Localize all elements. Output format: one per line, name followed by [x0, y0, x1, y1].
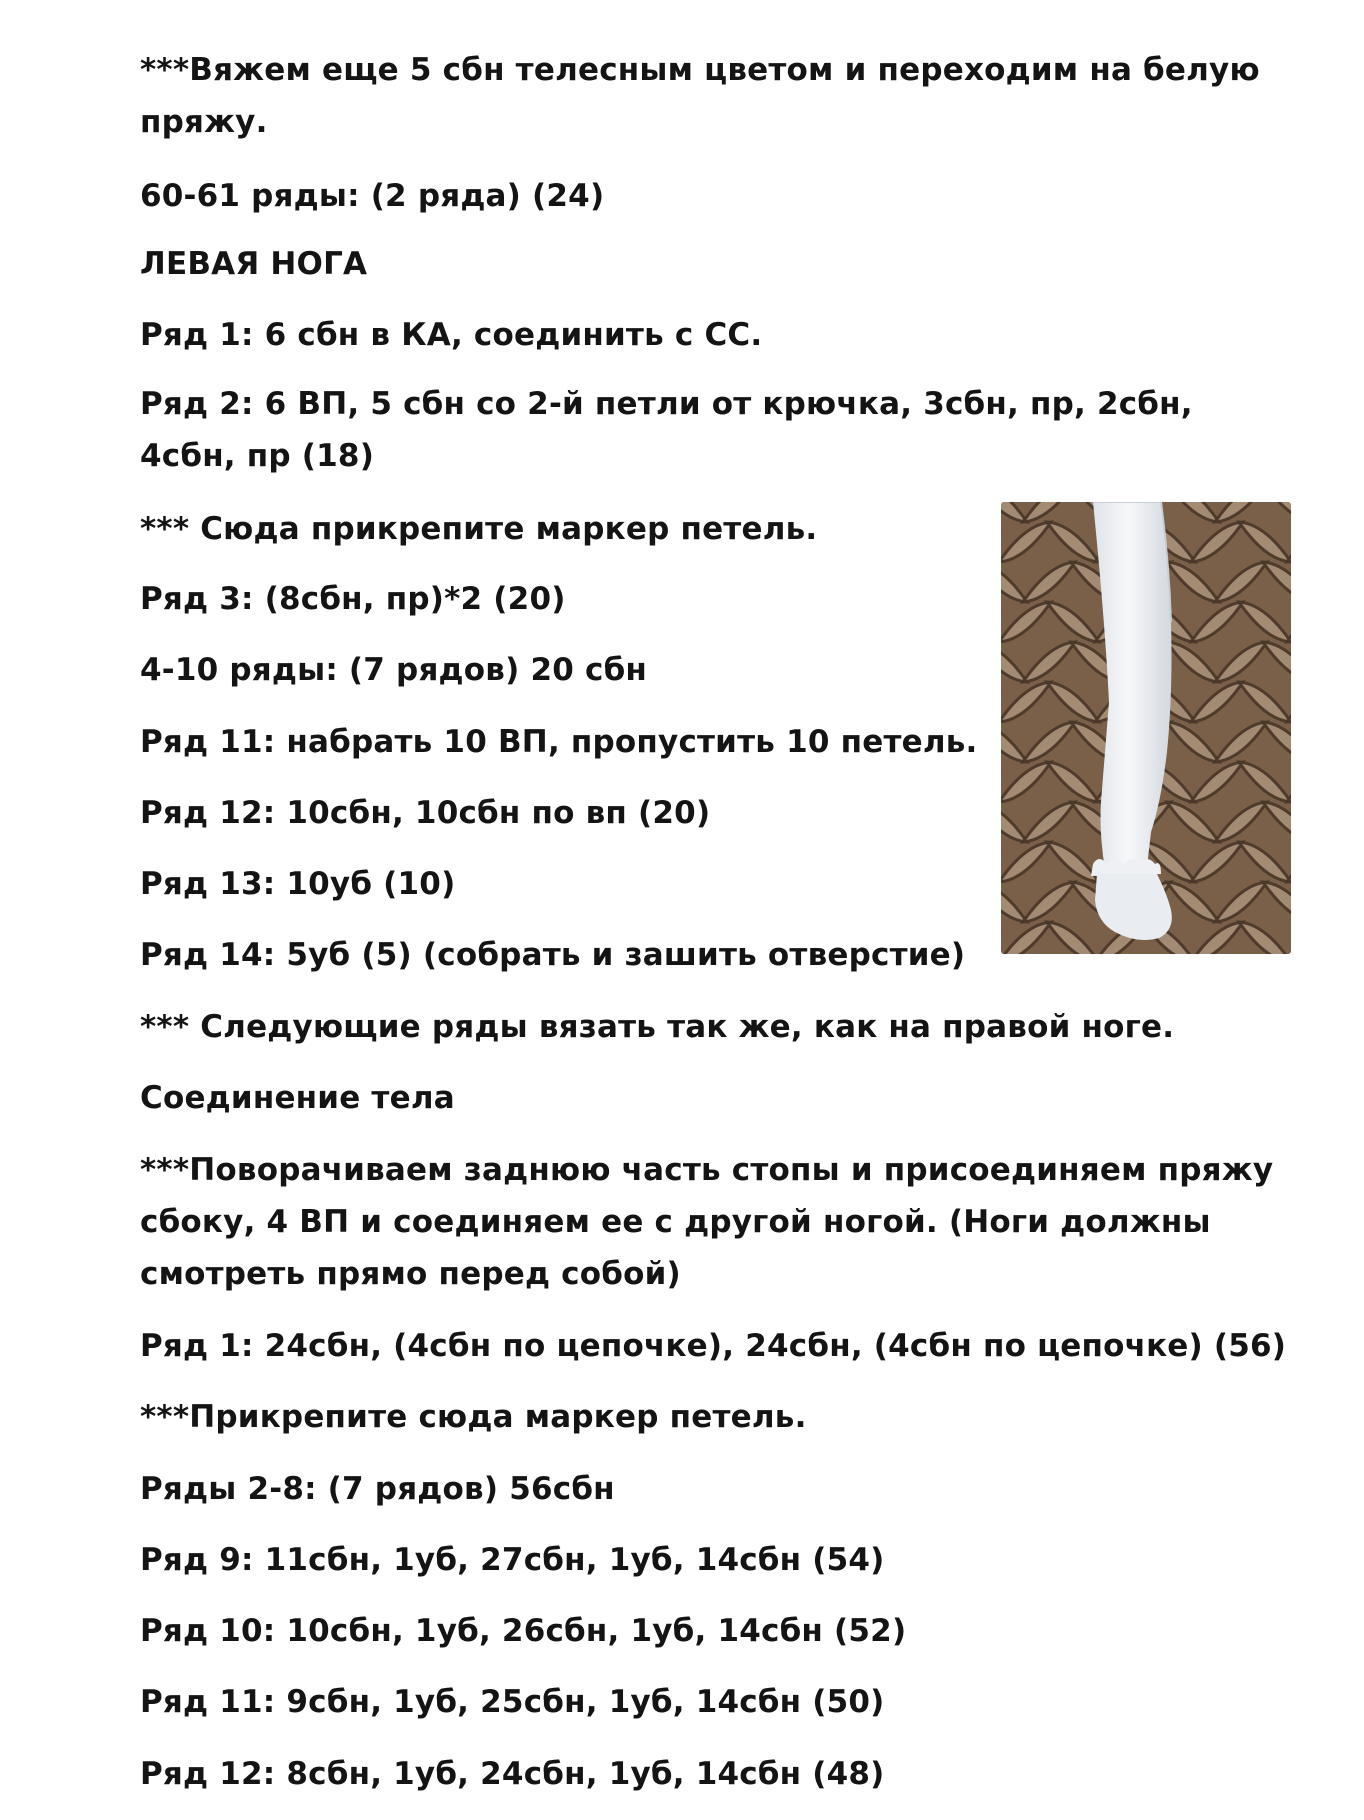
pattern-row: 4сбн, пр (18) [140, 438, 375, 474]
pattern-row: Ряд 1: 24сбн, (4сбн по цепочке), 24сбн, (4сбн по цепочке) (56) [140, 1328, 1287, 1364]
pattern-row: Ряд 11: набрать 10 ВП, пропустить 10 петель. [140, 724, 978, 760]
note-line: ***Прикрепите сюда маркер петель. [140, 1399, 807, 1435]
note-line: ***Поворачиваем заднюю часть стопы и присоединяем пряжу [140, 1152, 1274, 1188]
pattern-row: Ряд 11: 9сбн, 1уб, 25сбн, 1уб, 14сбн (50) [140, 1684, 885, 1720]
doll-leg-photo [1001, 502, 1291, 954]
section-heading: Соединение тела [140, 1080, 455, 1116]
pattern-row: Ряд 3: (8сбн, пр)*2 (20) [140, 581, 566, 617]
pattern-row: Ряд 12: 8сбн, 1уб, 24сбн, 1уб, 14сбн (48) [140, 1756, 885, 1792]
pattern-row: Ряды 2-8: (7 рядов) 56сбн [140, 1471, 615, 1507]
note-line: сбоку, 4 ВП и соединяем ее с другой ногой. (Ноги должны [140, 1204, 1211, 1240]
section-heading: ЛЕВАЯ НОГА [140, 246, 368, 282]
note-line: пряжу. [140, 104, 268, 140]
note-line: *** Следующие ряды вязать так же, как на правой ноге. [140, 1009, 1175, 1045]
doll-leg-photo-graphic [1001, 502, 1291, 954]
note-line: *** Сюда прикрепите маркер петель. [140, 511, 818, 547]
note-line: ***Вяжем еще 5 сбн телесным цветом и переходим на белую [140, 52, 1260, 88]
pattern-row: 60-61 ряды: (2 ряда) (24) [140, 178, 605, 214]
pattern-row: Ряд 14: 5уб (5) (собрать и зашить отверстие) [140, 937, 966, 973]
note-line: смотреть прямо перед собой) [140, 1256, 681, 1292]
pattern-row: Ряд 9: 11сбн, 1уб, 27сбн, 1уб, 14сбн (54) [140, 1542, 885, 1578]
pattern-row: Ряд 13: 10уб (10) [140, 866, 456, 902]
pattern-row: Ряд 12: 10сбн, 10сбн по вп (20) [140, 795, 711, 831]
pattern-row: 4-10 ряды: (7 рядов) 20 сбн [140, 652, 648, 688]
pattern-row: Ряд 10: 10сбн, 1уб, 26сбн, 1уб, 14сбн (52) [140, 1613, 907, 1649]
sock-ruffle [1091, 859, 1161, 876]
pattern-row: Ряд 2: 6 ВП, 5 сбн со 2-й петли от крючка, 3сбн, пр, 2сбн, [140, 386, 1193, 422]
pattern-row: Ряд 1: 6 сбн в КА, соединить с СС. [140, 317, 763, 353]
